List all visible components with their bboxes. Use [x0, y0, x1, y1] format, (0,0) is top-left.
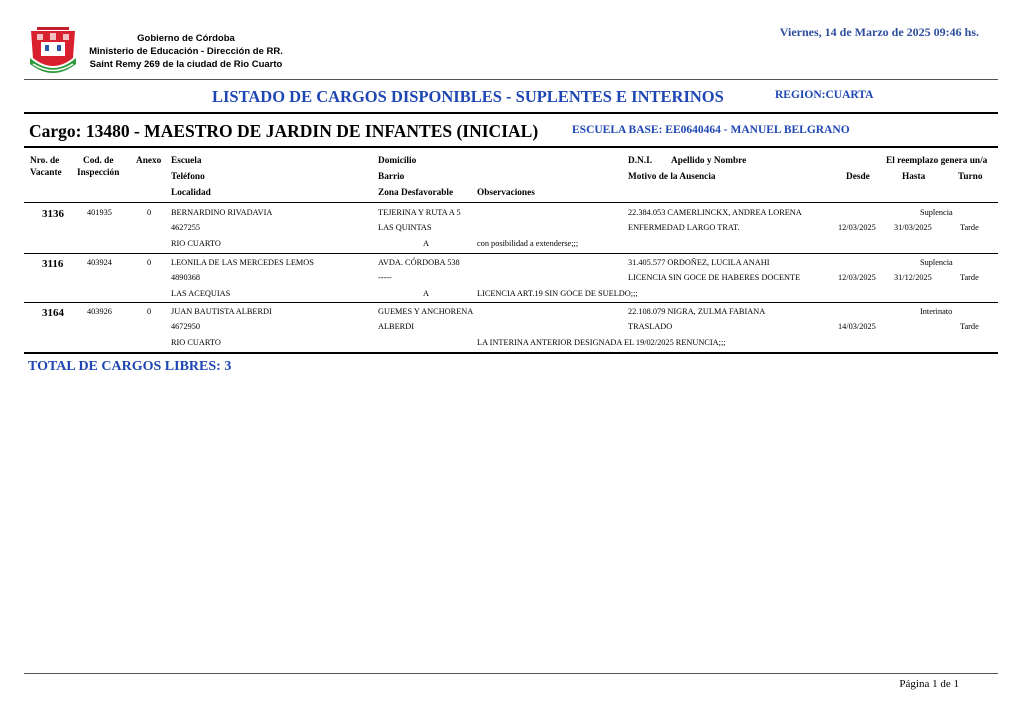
- footer-divider: [24, 673, 998, 674]
- escuela-name: JUAN BAUTISTA ALBERDI: [171, 307, 272, 316]
- observaciones: con posibilidad a extenderse;;;: [477, 239, 579, 248]
- turno: Tarde: [960, 223, 979, 232]
- turno: Tarde: [960, 322, 979, 331]
- dni-nombre: 22.384.053 CAMERLINCKX, ANDREA LORENA: [628, 208, 802, 217]
- cargo-title: Cargo: 13480 - MAESTRO DE JARDIN DE INFANTES (INICIAL): [29, 121, 539, 141]
- table-bottom-rule: [24, 352, 998, 354]
- region-label: REGION:CUARTA: [775, 89, 874, 101]
- col-localidad: Localidad: [171, 188, 211, 198]
- fecha-hasta: 31/03/2025: [894, 223, 932, 232]
- vacante-number: 3164: [42, 307, 64, 319]
- localidad: RIO CUARTO: [171, 239, 221, 248]
- col-dni: D.N.I.: [628, 156, 653, 166]
- telefono: 4627255: [171, 223, 201, 232]
- escuela-name: BERNARDINO RIVADAVIA: [171, 208, 273, 217]
- report-datetime: Viernes, 14 de Marzo de 2025 09:46 hs.: [779, 25, 979, 39]
- col-desde: Desde: [846, 172, 870, 182]
- total-cargos: TOTAL DE CARGOS LIBRES: 3: [28, 359, 232, 374]
- cargo-divider: [24, 146, 998, 148]
- col-barrio: Barrio: [378, 172, 405, 182]
- telefono: 4890368: [171, 273, 201, 282]
- barrio: LAS QUINTAS: [378, 223, 432, 232]
- anexo: 0: [147, 208, 152, 217]
- col-apellido: Apellido y Nombre: [671, 156, 747, 166]
- dni-nombre: 31.405.577 ORDOÑEZ, LUCILA ANAHI: [628, 258, 770, 267]
- observaciones: LICENCIA ART.19 SIN GOCE DE SUELDO;;;: [477, 289, 638, 298]
- cod-inspeccion: 401935: [87, 208, 112, 217]
- col-telefono: Teléfono: [171, 172, 205, 182]
- col-hasta: Hasta: [902, 172, 926, 182]
- anexo: 0: [147, 258, 152, 267]
- col-anexo: Anexo: [136, 156, 162, 166]
- domicilio: GUEMES Y ANCHORENA: [378, 307, 474, 316]
- cod-inspeccion: 403926: [87, 307, 112, 316]
- vacante-number: 3116: [42, 258, 64, 270]
- motivo: ENFERMEDAD LARGO TRAT.: [628, 223, 740, 232]
- col-zona: Zona Desfavorable: [378, 188, 454, 198]
- table-row: [0, 304, 1024, 352]
- localidad: RIO CUARTO: [171, 338, 221, 347]
- dni-nombre: 22.108.079 NIGRA, ZULMA FABIANA: [628, 307, 766, 316]
- tipo-reemplazo: Suplencia: [920, 258, 953, 267]
- anexo: 0: [147, 307, 152, 316]
- vacante-number: 3136: [42, 208, 64, 220]
- coat-of-arms-icon: [27, 24, 79, 78]
- col-vacante: Vacante: [30, 168, 62, 178]
- col-motivo: Motivo de la Ausencia: [628, 172, 716, 182]
- title-divider: [24, 112, 998, 114]
- header-rule: [24, 202, 998, 203]
- row-divider: [24, 253, 998, 254]
- organization-header: [80, 32, 292, 71]
- page-number: Página 1 de 1: [899, 678, 959, 690]
- turno: Tarde: [960, 273, 979, 282]
- escuela-base: ESCUELA BASE: EE0640464 - MANUEL BELGRANO: [572, 124, 850, 136]
- barrio: -----: [378, 273, 392, 282]
- fecha-desde: 12/03/2025: [838, 223, 876, 232]
- localidad: LAS ACEQUIAS: [171, 289, 231, 298]
- observaciones: LA INTERINA ANTERIOR DESIGNADA EL 19/02/2025 RENUNCIA;;;: [477, 338, 726, 347]
- tipo-reemplazo: Interinato: [920, 307, 953, 316]
- col-observaciones: Observaciones: [477, 188, 535, 198]
- barrio: ALBERDI: [378, 322, 414, 331]
- header-divider: [24, 79, 998, 80]
- escuela-name: LEONILA DE LAS MERCEDES LEMOS: [171, 258, 314, 267]
- table-row: [0, 205, 1024, 253]
- motivo: LICENCIA SIN GOCE DE HABERES DOCENTE: [628, 273, 801, 282]
- org-line-2: Ministerio de Educación - Dirección de RR.: [89, 46, 283, 57]
- col-cod: Cod. de: [83, 156, 114, 166]
- zona-desfavorable: A: [423, 239, 429, 248]
- cod-inspeccion: 403924: [87, 258, 112, 267]
- domicilio: TEJERINA Y RUTA A 5: [378, 208, 461, 217]
- col-turno: Turno: [958, 172, 983, 182]
- row-divider: [24, 302, 998, 303]
- tipo-reemplazo: Suplencia: [920, 208, 953, 217]
- report-title: LISTADO DE CARGOS DISPONIBLES - SUPLENTES E INTERINOS: [212, 87, 724, 106]
- motivo: TRASLADO: [628, 322, 673, 331]
- telefono: 4672950: [171, 322, 201, 331]
- fecha-hasta: 31/12/2025: [894, 273, 932, 282]
- domicilio: AVDA. CÓRDOBA 538: [378, 258, 460, 267]
- zona-desfavorable: A: [423, 289, 429, 298]
- table-row: [0, 255, 1024, 303]
- org-line-3: Saint Remy 269 de la ciudad de Rio Cuarto: [89, 59, 283, 70]
- col-inspeccion: Inspección: [77, 168, 120, 178]
- col-nro: Nro. de: [30, 156, 60, 166]
- col-reemplazo: El reemplazo genera un/a: [886, 156, 988, 166]
- org-line-1: Gobierno de Córdoba: [137, 33, 235, 44]
- fecha-desde: 12/03/2025: [838, 273, 876, 282]
- col-escuela: Escuela: [171, 156, 202, 166]
- col-domicilio: Domicilio: [378, 156, 417, 166]
- fecha-desde: 14/03/2025: [838, 322, 876, 331]
